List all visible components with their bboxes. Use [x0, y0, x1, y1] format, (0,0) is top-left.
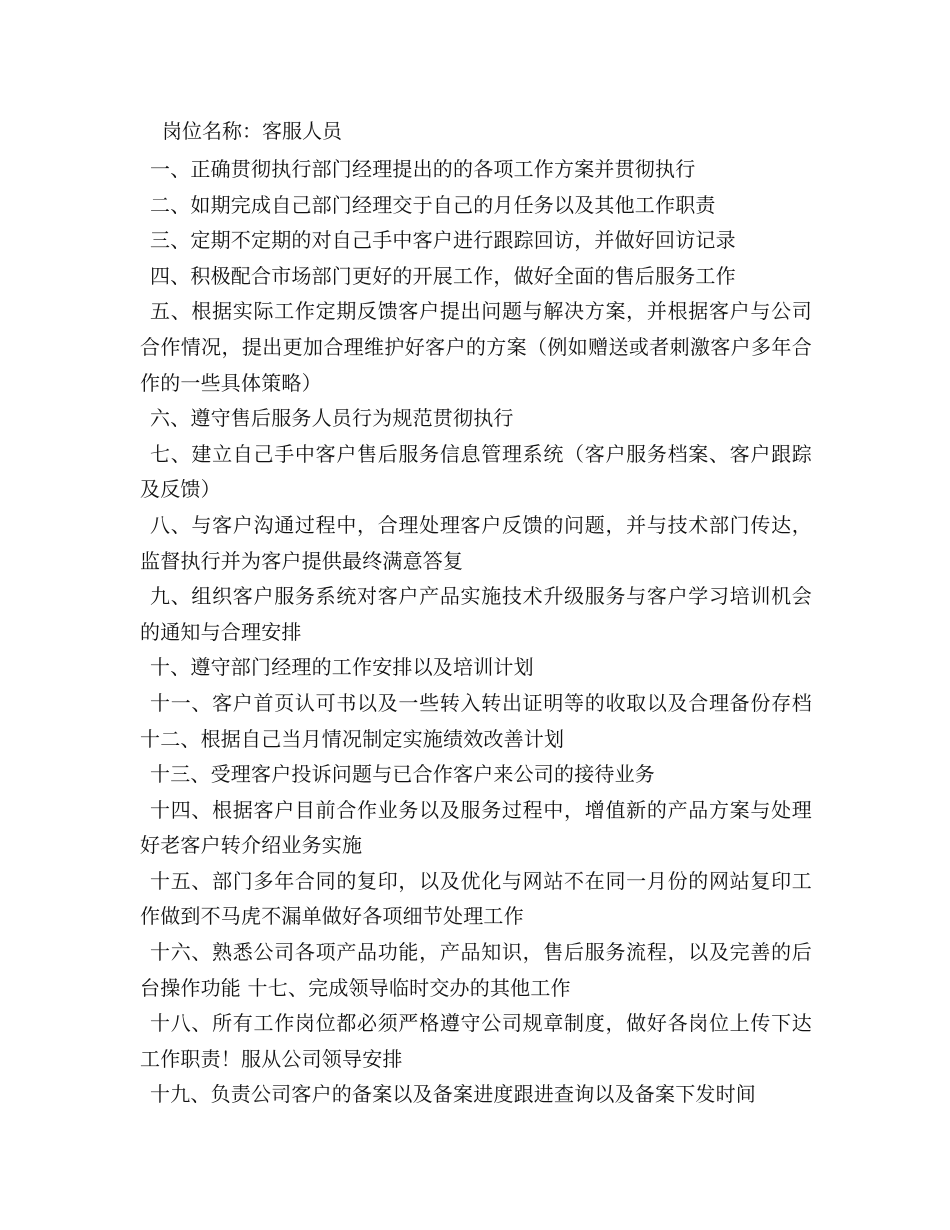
duty-item-4: 四、积极配合市场部门更好的开展工作，做好全面的售后服务工作	[150, 263, 736, 288]
duty-item-16: 十六、熟悉公司各项产品功能，产品知识，售后服务流程，以及完善的后台操作功能 十七、完成领导临时交办的其他工作	[140, 940, 812, 1000]
duty-item-10: 十、遵守部门经理的工作安排以及培训计划	[150, 655, 534, 680]
duty-item-19: 十九、负责公司客户的备案以及备案进度跟进查询以及备案下发时间	[150, 1082, 756, 1107]
duty-item-18: 十八、所有工作岗位都必须严格遵守公司规章制度，做好各岗位上传下达工作职责！服从公司领导安排	[140, 1011, 812, 1071]
duty-item-14: 十四、根据客户目前合作业务以及服务过程中，增值新的产品方案与处理好老客户转介绍业务实施	[140, 797, 812, 858]
duty-item-7: 七、建立自己手中客户售后服务信息管理系统（客户服务档案、客户跟踪及反馈）	[140, 441, 812, 502]
duty-item-3: 三、定期不定期的对自己手中客户进行跟踪回访，并做好回访记录	[150, 228, 736, 253]
duty-item-13: 十三、受理客户投诉问题与已合作客户来公司的接待业务	[150, 762, 655, 787]
duty-item-15: 十五、部门多年合同的复印，以及优化与网站不在同一月份的网站复印工作做到不马虎不漏单做好各项细节处理工作	[140, 868, 812, 929]
duty-item-9: 九、组织客户服务系统对客户产品实施技术升级服务与客户学习培训机会的通知与合理安排	[140, 584, 812, 644]
duty-item-5: 五、根据实际工作定期反馈客户提出问题与解决方案，并根据客户与公司合作情况，提出更加合理维护好客户的方案（例如赠送或者刺激客户多年合作的一些具体策略）	[140, 299, 812, 395]
duty-item-2: 二、如期完成自己部门经理交于自己的月任务以及其他工作职责	[150, 192, 716, 217]
duty-item-8: 八、与客户沟通过程中，合理处理客户反馈的问题，并与技术部门传达，监督执行并为客户提供最终满意答复	[140, 512, 812, 573]
job-title: 岗位名称：客服人员	[162, 119, 342, 143]
document-page	[140, 116, 812, 1113]
duty-item-6: 六、遵守售后服务人员行为规范贯彻执行	[150, 406, 514, 431]
duty-item-1: 一、正确贯彻执行部门经理提出的的各项工作方案并贯彻执行	[150, 157, 696, 181]
duty-item-11: 十一、客户首页认可书以及一些转入转出证明等的收取以及合理备份存档 十二、根据自己当月情况制定实施绩效改善计划	[140, 690, 812, 751]
